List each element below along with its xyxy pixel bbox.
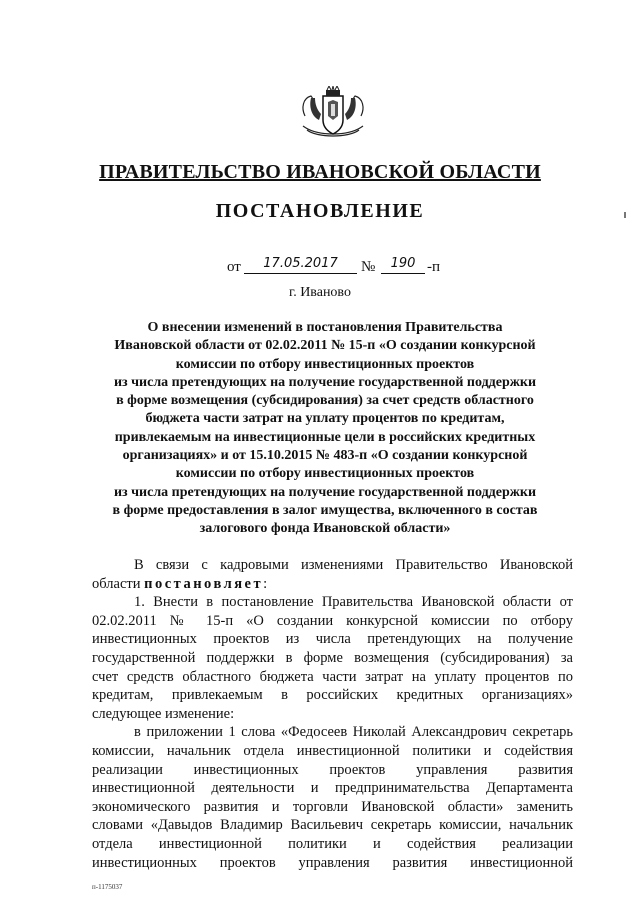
subject-line: организациях» и от 15.10.2015 № 483-п «О создании конкурсной	[122, 448, 528, 464]
item2-line: инвестиционных проектов управления развития инвестиционной	[92, 854, 573, 871]
preamble-line	[92, 575, 573, 594]
subject-line: из числа претендующих на получение государственной поддержки	[113, 374, 537, 390]
item1-line: следующее изменение:	[92, 705, 235, 722]
number-suffix: -п	[427, 259, 441, 275]
item1-line: 02.02.2011 № 15-п «О создании конкурсной комиссии по отбору	[92, 612, 573, 629]
subject-line: комиссии по отбору инвестиционных проектов	[175, 466, 475, 482]
subject-line: комиссии по отбору инвестиционных проектов	[175, 356, 475, 372]
coat-of-arms-emblem	[297, 86, 369, 140]
item2-line: реализации инвестиционных проектов управления развития	[92, 761, 573, 778]
document-subject	[80, 319, 570, 539]
subject-line: О внесении изменений в постановления Правительства	[147, 320, 503, 335]
decree-word: постановляет	[144, 575, 264, 592]
document-body	[92, 556, 573, 872]
item2-line: в приложении 1 слова «Федосеев Николай Александрович секретарь	[134, 724, 573, 741]
date-field: 17.05.2017	[244, 255, 357, 274]
margin-mark	[624, 212, 626, 218]
item2-line: словами «Давыдов Владимир Васильевич секретарь комиссии, начальник	[92, 817, 573, 834]
subject-line: в форме возмещения (субсидирования) за счет средств областного	[116, 393, 534, 409]
subject-line: из числа претендующих на получение государственной поддержки	[113, 484, 537, 500]
item1-line: инвестиционных проектов из числа претендующих на получение	[92, 631, 573, 648]
item2-line: комиссии, начальник отдела инвестиционной политики и содействия	[92, 742, 573, 759]
item2-line: отдела инвестиционной политики и содействия реализации	[92, 835, 573, 852]
item2-line: экономического развития и торговли Ивановской области» заменить	[92, 798, 573, 815]
document-type: ПОСТАНОВЛЕНИЕ	[215, 200, 425, 222]
subject-line: Ивановской области от 02.02.2011 № 15-п «О создании конкурсной	[114, 338, 536, 354]
preamble-end: :	[263, 575, 268, 592]
preamble-start: области	[92, 575, 141, 592]
item1-line: кредитам, привлекаемым в российских кредитных организациях»	[92, 687, 573, 704]
footer-code: п-1175037	[92, 883, 123, 891]
item1-line: 1. Внести в постановление Правительства Ивановской области от	[134, 594, 573, 611]
subject-line: привлекаемым на инвестиционные цели в российских кредитных	[114, 429, 536, 445]
subject-line: в форме предоставления в залог имущества, включенного в состав	[112, 502, 538, 518]
number-prefix: №	[361, 259, 376, 275]
date-prefix: от	[227, 259, 241, 275]
government-name: ПРАВИТЕЛЬСТВО ИВАНОВСКОЙ ОБЛАСТИ	[99, 161, 541, 183]
item1-line: государственной поддержки в форме возмещения (субсидирования) за	[92, 649, 573, 666]
subject-line: бюджета части затрат на уплату процентов по кредитам,	[145, 411, 505, 427]
subject-line: залогового фонда Ивановской области»	[199, 521, 451, 537]
number-field: 190	[381, 255, 425, 274]
item2-line: инвестиционной деятельности и предпринимательства Департамента	[92, 780, 573, 797]
city: г. Иваново	[289, 285, 351, 300]
item1-line: счет средств областного бюджета части затрат на уплату процентов по	[92, 668, 573, 685]
preamble-line: В связи с кадровыми изменениями Правительство Ивановской	[134, 557, 573, 573]
